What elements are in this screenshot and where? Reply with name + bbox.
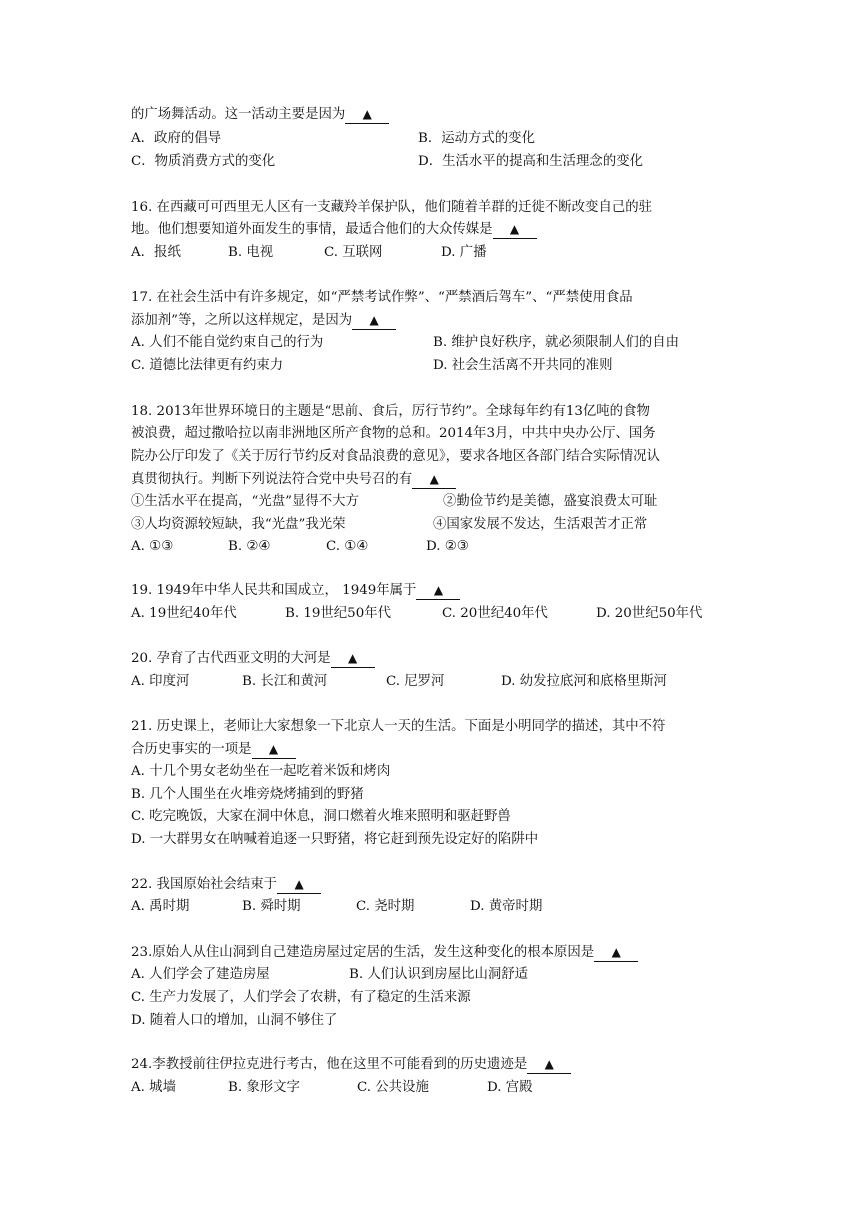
answer-blank: ▲ bbox=[277, 876, 321, 894]
statement-4: ④国家发展不发达，生活艰苦才正常 bbox=[433, 517, 648, 532]
question-stem-line: 18. 2013年世界环境日的主题是“思前、食后，厉行节约”。全球每年约有13亿吨的食物 bbox=[131, 404, 650, 419]
question-stem-line: 22. 我国原始社会结束于 ▲ bbox=[131, 876, 321, 894]
option-a: A. 人们不能自觉约束自己的行为 bbox=[131, 335, 324, 350]
question-stem-line: 19. 1949年中华人民共和国成立， 1949年属于 ▲ bbox=[131, 582, 460, 600]
option-a: A. 城墙 bbox=[131, 1080, 176, 1095]
question-stem-line: 添加剂”等，之所以这样规定，是因为 ▲ bbox=[131, 312, 396, 330]
answer-blank: ▲ bbox=[252, 741, 296, 759]
option-c: C. 尧时期 bbox=[356, 899, 415, 914]
question-stem-line: 21. 历史课上，老师让大家想象一下北京人一天的生活。下面是小明同学的描述，其中不符 bbox=[131, 719, 666, 734]
answer-blank: ▲ bbox=[493, 221, 537, 239]
option-c: C. 道德比法律更有约束力 bbox=[131, 358, 284, 373]
question-stem-line: 24.李教授前往伊拉克进行考古，他在这里不可能看到的历史遗迹是 ▲ bbox=[131, 1056, 571, 1074]
question-stem-line: 17. 在社会生活中有许多规定，如“严禁考试作弊”、“严禁酒后驾车”、“严禁使用食品 bbox=[131, 290, 633, 305]
option-d: D. 随着人口的增加，山洞不够住了 bbox=[131, 1013, 338, 1028]
option-d: D. ②③ bbox=[426, 539, 469, 554]
answer-blank: ▲ bbox=[527, 1056, 571, 1074]
option-d: D. 社会生活离不开共同的准则 bbox=[433, 358, 613, 373]
option-b: B. 电视 bbox=[228, 245, 274, 260]
answer-blank: ▲ bbox=[416, 582, 460, 600]
option-d: D. 一大群男女在呐喊着追逐一只野猪，将它赶到预先设定好的陷阱中 bbox=[131, 832, 539, 847]
option-b: B. 象形文字 bbox=[228, 1080, 300, 1095]
question-stem-line: 的广场舞活动。这一活动主要是因为 ▲ bbox=[131, 106, 389, 124]
option-d: D．生活水平的提高和生活理念的变化 bbox=[418, 154, 643, 169]
question-stem-line: 地。他们想要知道外面发生的事情，最适合他们的大众传媒是 ▲ bbox=[131, 221, 537, 239]
question-stem-line: 合历史事实的一项是 ▲ bbox=[131, 741, 296, 759]
question-stem-line: 16. 在西藏可可西里无人区有一支藏羚羊保护队，他们随着羊群的迁徙不断改变自己的驻 bbox=[131, 200, 653, 215]
option-b: B. 维护良好秩序，就必须限制人们的自由 bbox=[433, 335, 679, 350]
option-b: B. 长江和黄河 bbox=[242, 674, 328, 689]
statement-2: ②勤俭节约是美德，盛宴浪费太可耻 bbox=[443, 494, 658, 509]
option-b: B. 舜时期 bbox=[242, 899, 301, 914]
answer-blank: ▲ bbox=[412, 471, 456, 489]
option-a: A. 19世纪40年代 bbox=[131, 606, 237, 621]
option-d: D. 幼发拉底河和底格里斯河 bbox=[501, 674, 668, 689]
option-d: D. 广播 bbox=[441, 245, 487, 260]
option-d: D. 宫殿 bbox=[487, 1080, 533, 1095]
option-a: A. 禹时期 bbox=[131, 899, 190, 914]
answer-blank: ▲ bbox=[352, 312, 396, 330]
option-c: C. 尼罗河 bbox=[386, 674, 445, 689]
option-a: A．政府的倡导 bbox=[131, 131, 222, 146]
option-c: C．物质消费方式的变化 bbox=[131, 154, 276, 169]
question-stem-line: 被浪费，超过撒哈拉以南非洲地区所产食物的总和。2014年3月，中共中央办公厅、国务 bbox=[131, 426, 656, 441]
option-b: B. 人们认识到房屋比山洞舒适 bbox=[349, 967, 529, 982]
option-a: A. 十几个男女老幼坐在一起吃着米饭和烤肉 bbox=[131, 764, 391, 779]
answer-blank: ▲ bbox=[331, 650, 375, 668]
option-c: C. 吃完晚饭，大家在洞中休息，洞口燃着火堆来照明和驱赶野兽 bbox=[131, 809, 511, 824]
option-c: C. 互联网 bbox=[324, 245, 383, 260]
statement-1: ①生活水平在提高，“光盘”显得不大方 bbox=[131, 494, 359, 509]
option-b: B. 几个人围坐在火堆旁烧烤捕到的野猪 bbox=[131, 787, 364, 802]
option-a: A. 人们学会了建造房屋 bbox=[131, 967, 270, 982]
option-a: A．报纸 bbox=[131, 245, 181, 260]
option-c: C. 公共设施 bbox=[357, 1080, 429, 1095]
option-b: B. ②④ bbox=[228, 539, 271, 554]
option-a: A. 印度河 bbox=[131, 674, 190, 689]
option-d: D. 20世纪50年代 bbox=[596, 606, 703, 621]
option-b: B. 19世纪50年代 bbox=[285, 606, 391, 621]
statement-3: ③人均资源较短缺，我“光盘”我光荣 bbox=[131, 517, 346, 532]
question-stem-line: 20. 孕育了古代西亚文明的大河是 ▲ bbox=[131, 650, 375, 668]
option-c: C. 生产力发展了，人们学会了农耕，有了稳定的生活来源 bbox=[131, 990, 471, 1005]
option-a: A. ①③ bbox=[131, 539, 174, 554]
option-c: C. 20世纪40年代 bbox=[442, 606, 548, 621]
question-stem-line: 真贯彻执行。判断下列说法符合党中央号召的有 ▲ bbox=[131, 471, 456, 489]
answer-blank: ▲ bbox=[345, 106, 389, 124]
question-stem-line: 院办公厅印发了《关于厉行节约反对食品浪费的意见》，要求各地区各部门结合实际情况认 bbox=[131, 449, 660, 464]
option-d: D. 黄帝时期 bbox=[470, 899, 543, 914]
question-stem-line: 23.原始人从住山洞到自己建造房屋过定居的生活，发生这种变化的根本原因是 ▲ bbox=[131, 944, 638, 962]
option-c: C. ①④ bbox=[326, 539, 369, 554]
option-b: B．运动方式的变化 bbox=[418, 131, 535, 146]
answer-blank: ▲ bbox=[594, 944, 638, 962]
